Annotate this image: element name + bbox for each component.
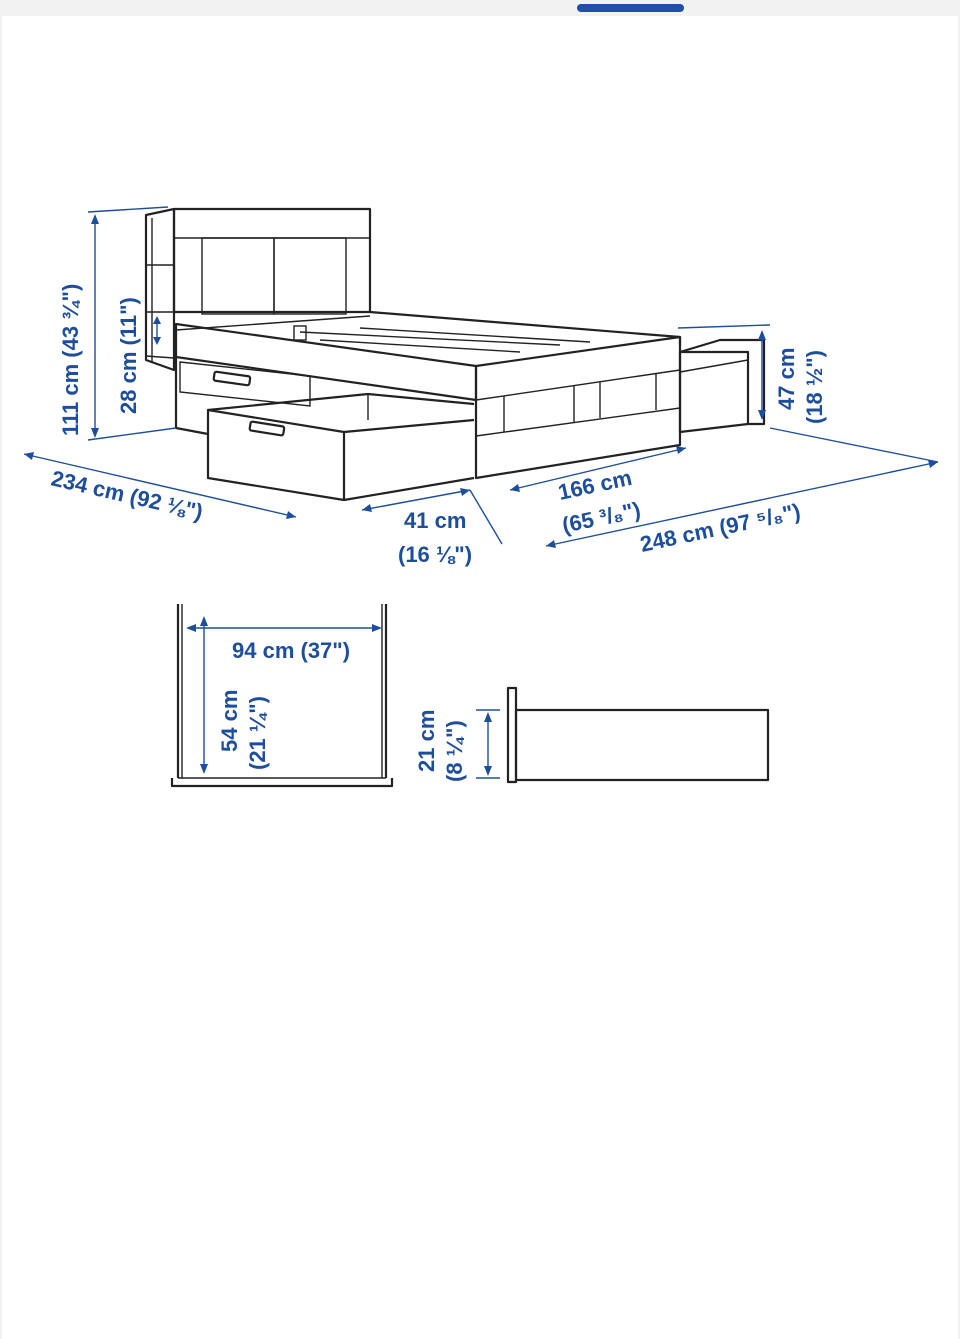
label-side-height-in: (18 ½") — [802, 349, 827, 424]
headboard-shelf — [146, 209, 174, 370]
headboard — [174, 209, 370, 312]
dimension-labels — [49, 284, 827, 782]
side-drawer — [680, 352, 748, 432]
drawer-side-view — [476, 688, 768, 782]
bed-side-rail — [176, 324, 476, 400]
label-drawer-inner-width: 94 cm (37") — [232, 638, 351, 663]
label-total-height: 111 cm (43 ¾") — [58, 283, 83, 436]
label-side-height: 47 cm — [774, 347, 799, 410]
label-width-with-drawer: 248 cm (97 ⁵/₈") — [637, 498, 803, 557]
label-drawer-height-in: (8 ¼") — [442, 720, 467, 782]
label-bed-width: 166 cm — [555, 464, 635, 505]
label-total-length: 234 cm (92 ⅛") — [48, 465, 206, 525]
open-drawer-front — [208, 410, 344, 500]
bed-drawing — [146, 209, 764, 500]
label-shelf-height: 28 cm (11") — [116, 297, 141, 414]
label-drawer-depth-in: (16 ⅛") — [398, 542, 473, 567]
drawer-handle — [213, 372, 250, 386]
label-bed-width-in: (65 ³/₈") — [559, 496, 643, 538]
label-drawer-depth: 41 cm — [404, 508, 467, 533]
label-drawer-height: 21 cm — [414, 709, 439, 772]
label-drawer-inner-depth: 54 cm — [217, 689, 242, 752]
label-drawer-inner-depth-in: (21 ¼") — [245, 695, 270, 770]
drawer-top-view — [172, 604, 392, 786]
